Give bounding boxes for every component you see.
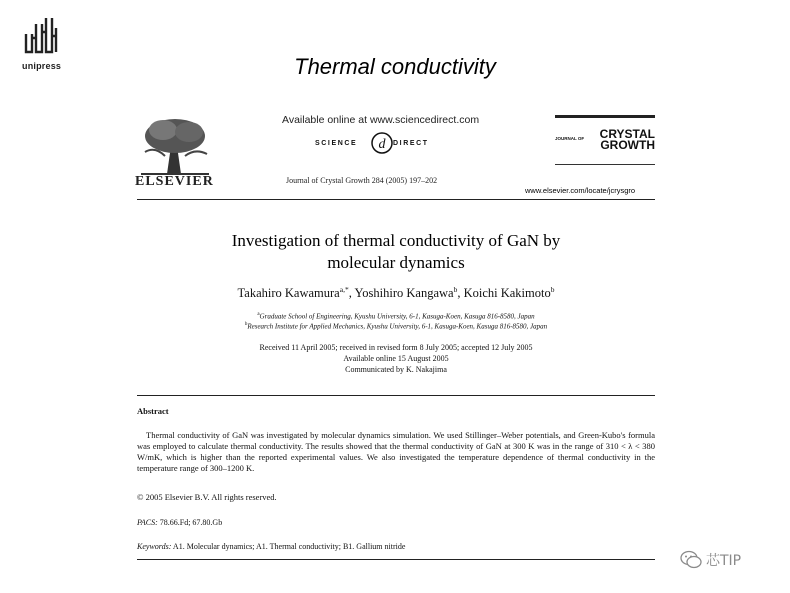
abstract-body: Thermal conductivity of GaN was investigated by molecular dynamics simulation. We used Stillinger–Weber potentials, and Green-Kubo's formula was employed to calculate thermal conductivity. The results showed that the thermal conductivity of GaN at 300 K was in the range of 310 < λ < 380 W/mK, which is higher than the reported experimental values. We also investigated the temperature dependence of thermal conductivity in the temperature range of 300–1200 K. <box>137 430 655 473</box>
history-dates <box>137 342 655 375</box>
watermark <box>680 548 780 574</box>
author-3-mark: b <box>550 285 555 294</box>
journal-url-link[interactable]: www.elsevier.com/locate/jcrysgro <box>525 186 636 195</box>
pacs-codes: 78.66.Fd; 67.80.Gb <box>157 518 223 527</box>
sciencedirect-logo <box>315 132 445 162</box>
pacs-label: PACS: <box>137 518 158 527</box>
journal-logo-big <box>597 129 655 151</box>
author-3: , Koichi Kakimoto <box>457 286 551 301</box>
journal-logo-big1: CRYSTAL <box>599 127 655 141</box>
journal-logo-small: JOURNAL OF <box>555 136 585 141</box>
slide-title: Thermal conductivity <box>294 54 496 79</box>
paper-title-line1: Investigation of thermal conductivity of GaN by <box>231 231 561 250</box>
affiliation-b-mark: b <box>244 322 248 327</box>
header-divider <box>137 199 655 200</box>
keywords-line <box>137 542 405 551</box>
affiliation-b <box>137 322 655 330</box>
publisher-name: ELSEVIER <box>135 174 214 189</box>
author-list <box>137 285 655 301</box>
keywords-label: Keywords: <box>137 542 172 551</box>
author-1: Takahiro Kawamura <box>237 286 340 301</box>
abstract-top-divider <box>137 395 655 396</box>
journal-logo-big2: GROWTH <box>600 138 655 152</box>
logo-text: unipress <box>22 61 62 71</box>
pacs-line <box>137 518 222 527</box>
affiliation-a <box>137 312 655 320</box>
watermark-text: 芯TIP <box>706 553 742 569</box>
affiliation-a-mark: a <box>257 312 260 317</box>
communicated-by: Communicated by K. Nakajima <box>345 365 447 374</box>
keywords-bottom-divider <box>137 559 655 560</box>
author-2: , Yoshihiro Kangawa <box>348 286 454 301</box>
sciencedirect-left: SCIENCE <box>315 140 358 147</box>
svg-text:d: d <box>378 137 386 152</box>
wechat-icon <box>680 550 702 570</box>
available-date: Available online 15 August 2005 <box>343 354 449 363</box>
affiliation-b-text: Research Institute for Applied Mechanics, Kyushu University, 6-1, Kasuga-Koen, Kasuga 816-8580, Japan <box>247 322 548 331</box>
abstract-heading: Abstract <box>137 406 169 416</box>
journal-logo-rule <box>555 164 655 165</box>
keywords-text: A1. Molecular dynamics; A1. Thermal conductivity; B1. Gallium nitride <box>171 542 406 551</box>
elsevier-tree-icon <box>137 116 213 176</box>
affiliation-a-text: Graduate School of Engineering, Kyushu University, 6-1, Kasuga-Koen, Kasuga 816-8580, Japan <box>259 312 535 321</box>
paper-title <box>137 230 655 274</box>
available-online-text: Available online at www.sciencedirect.com <box>282 114 480 126</box>
journal-citation: Journal of Crystal Growth 284 (2005) 197–202 <box>286 176 438 185</box>
received-dates: Received 11 April 2005; received in revised form 8 July 2005; accepted 12 July 2005 <box>259 343 533 352</box>
author-2-mark: b <box>453 285 458 294</box>
copyright-line: © 2005 Elsevier B.V. All rights reserved. <box>137 492 277 502</box>
journal-logo-bar <box>555 115 655 118</box>
paper-title-line2: molecular dynamics <box>327 253 465 272</box>
author-1-mark: a,* <box>339 285 349 294</box>
sciencedirect-right: DIRECT <box>393 140 429 147</box>
